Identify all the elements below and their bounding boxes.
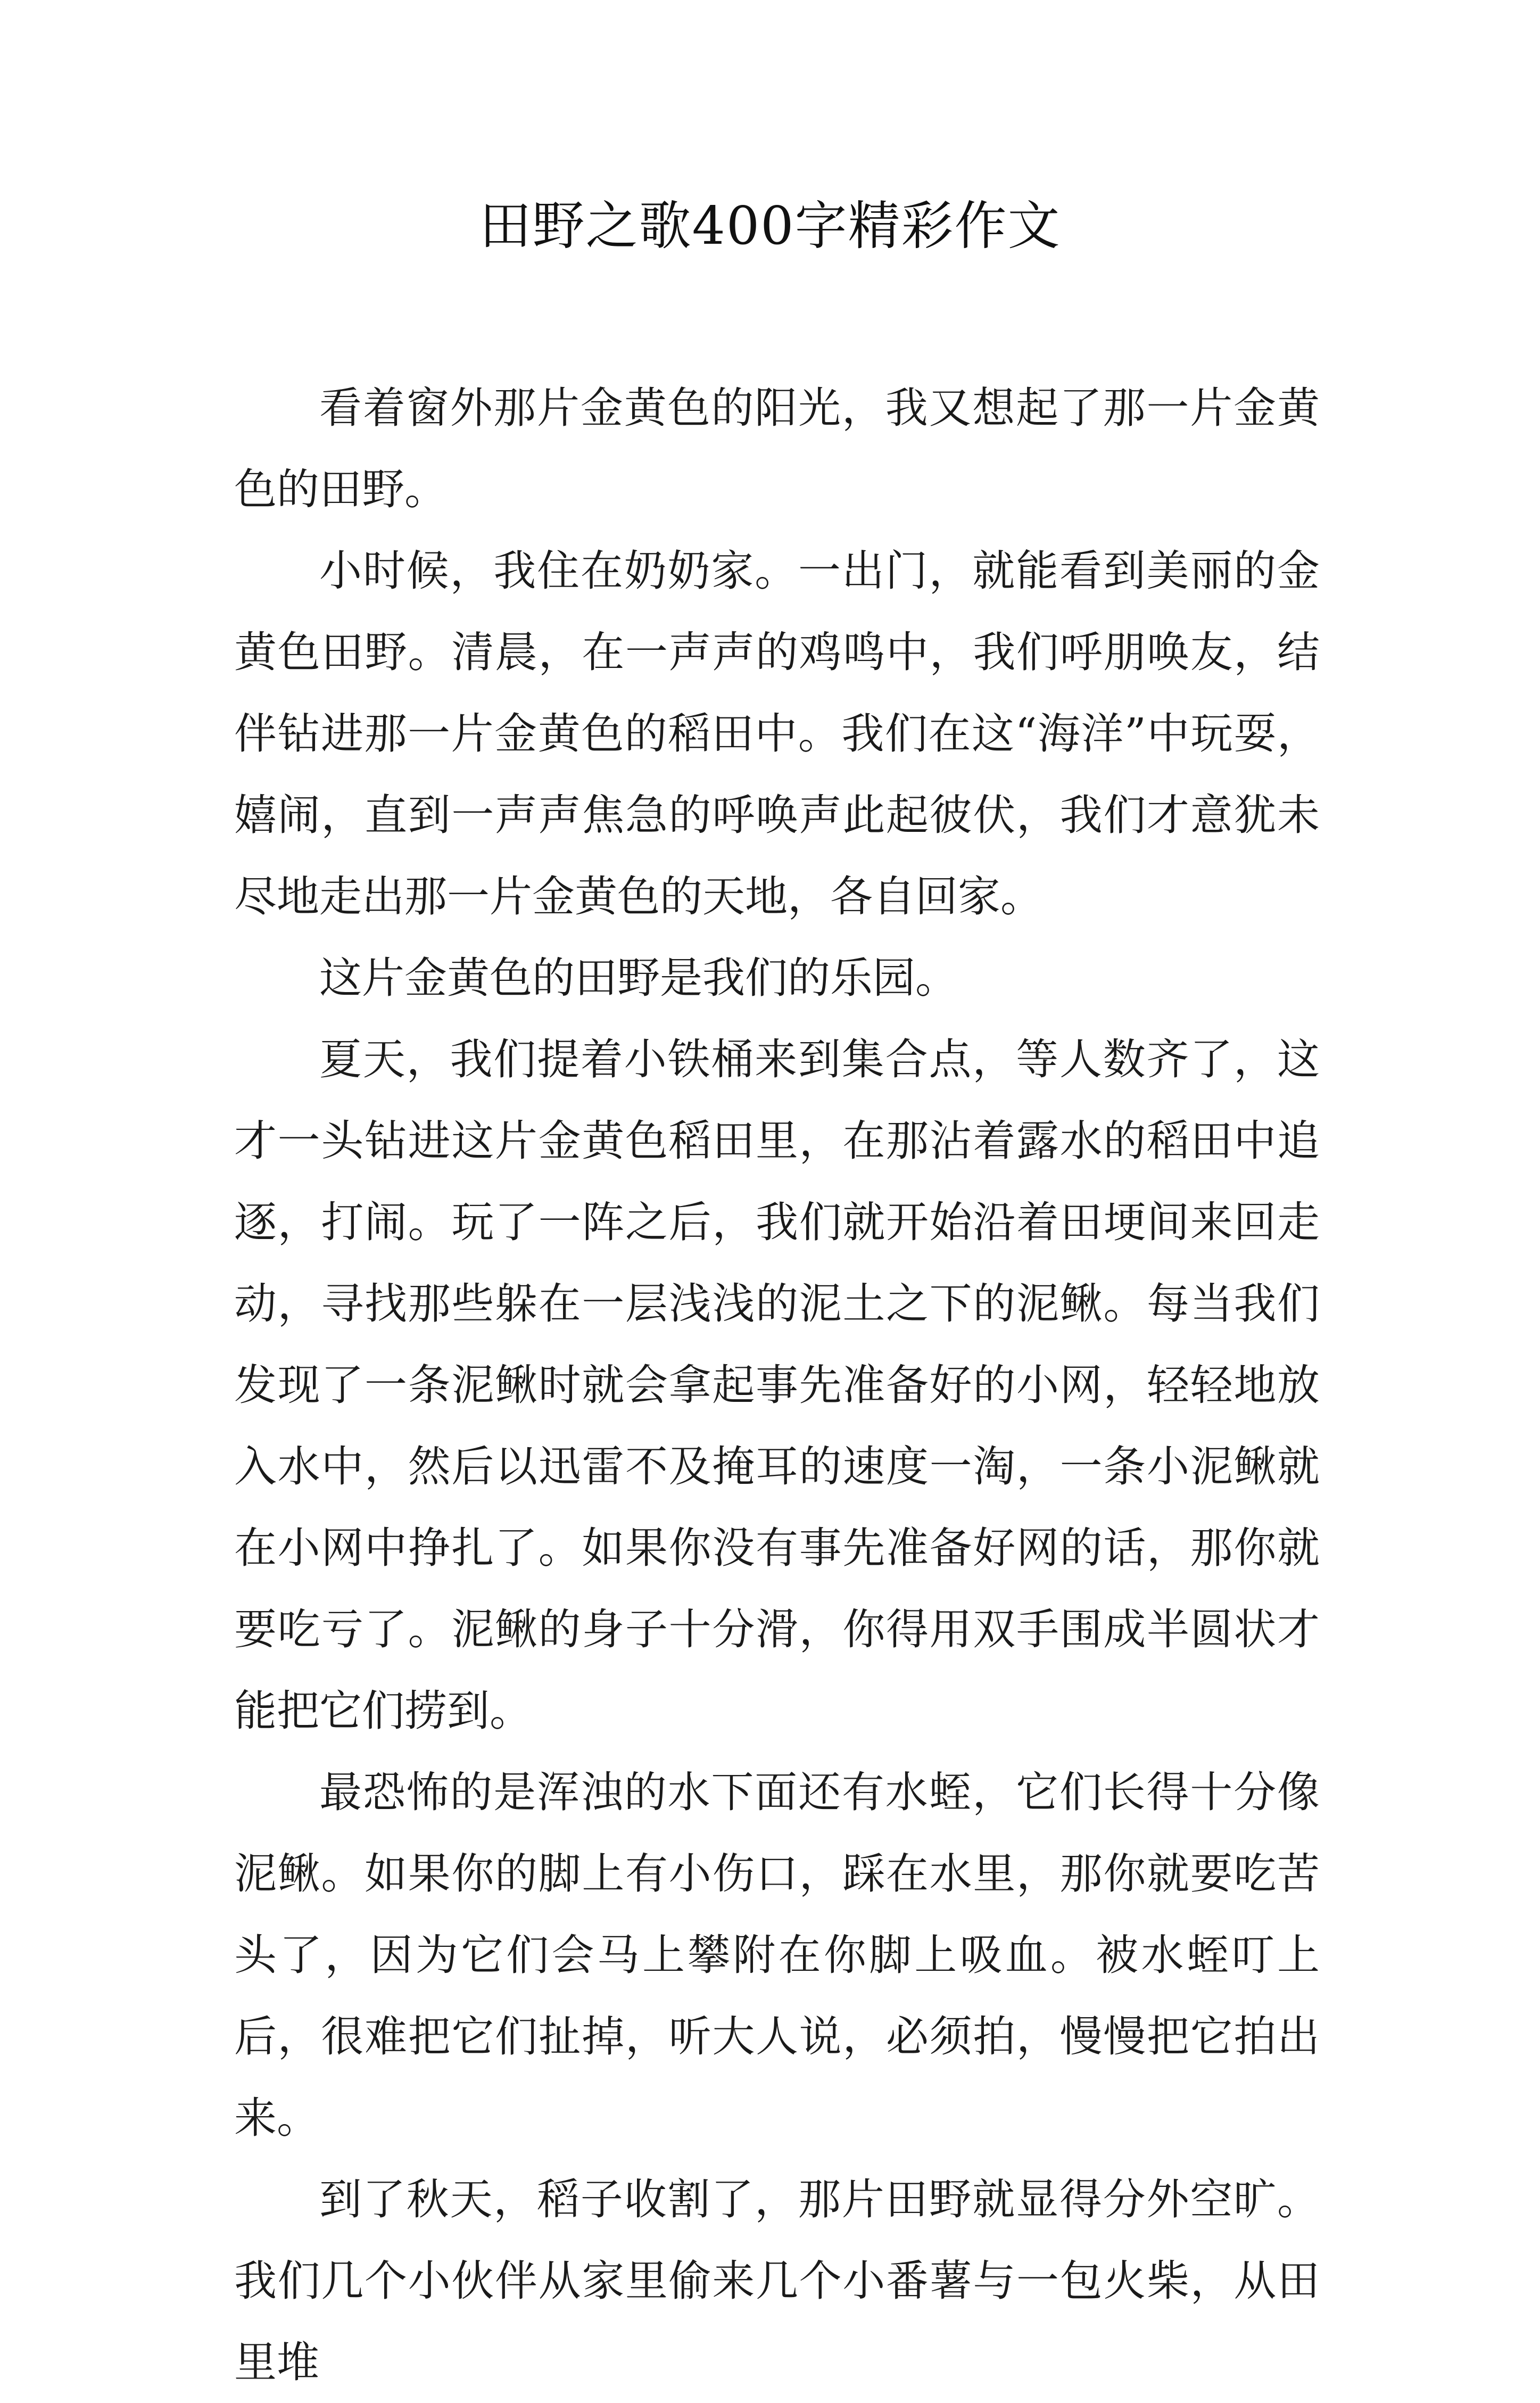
paragraph: 小时候，我住在奶奶家。一出门，就能看到美丽的金黄色田野。清晨，在一声声的鸡鸣中，我们呼朋唤友，结伴钻进那一片金黄色的稻田中。我们在这“海洋”中玩耍，嬉闹，直到一声声焦急的呼唤声此起彼伏，我们才意犹未尽地走出那一片金黄色的天地，各自回家。 (234, 546, 1320, 921)
paragraph: 这片金黄色的田野是我们的乐园。 (319, 953, 958, 1003)
paragraph: 最恐怖的是浑浊的水下面还有水蛭，它们长得十分像泥鳅。如果你的脚上有小伤口，踩在水里，那你就要吃苦头了，因为它们会马上攀附在你脚上吸血。被水蛭叮上后，很难把它们扯掉，听大人说，必须拍，慢慢把它拍出来。 (234, 1768, 1320, 2143)
paragraph: 到了秋天，稻子收割了，那片田野就显得分外空旷。我们几个小伙伴从家里偷来几个小番薯与一包火柴，从田里堆 (234, 2175, 1320, 2387)
paragraph: 看着窗外那片金黄色的阳光，我又想起了那一片金黄色的田野。 (234, 383, 1320, 514)
document-title: 田野之歌400字精彩作文 (479, 196, 1061, 257)
document-body (234, 367, 1320, 2403)
paragraph: 夏天，我们提着小铁桶来到集合点，等人数齐了，这才一头钻进这片金黄色稻田里，在那沾着露水的稻田中追逐，打闹。玩了一阵之后，我们就开始沿着田埂间来回走动，寻找那些躲在一层浅浅的泥土之下的泥鳅。每当我们发现了一条泥鳅时就会拿起事先准备好的小网，轻轻地放入水中，然后以迅雷不及掩耳的速度一淘，一条小泥鳅就在小网中挣扎了。如果你没有事先准备好网的话，那你就要吃亏了。泥鳅的身子十分滑，你得用双手围成半圆状才能把它们捞到。 (234, 1035, 1320, 1736)
